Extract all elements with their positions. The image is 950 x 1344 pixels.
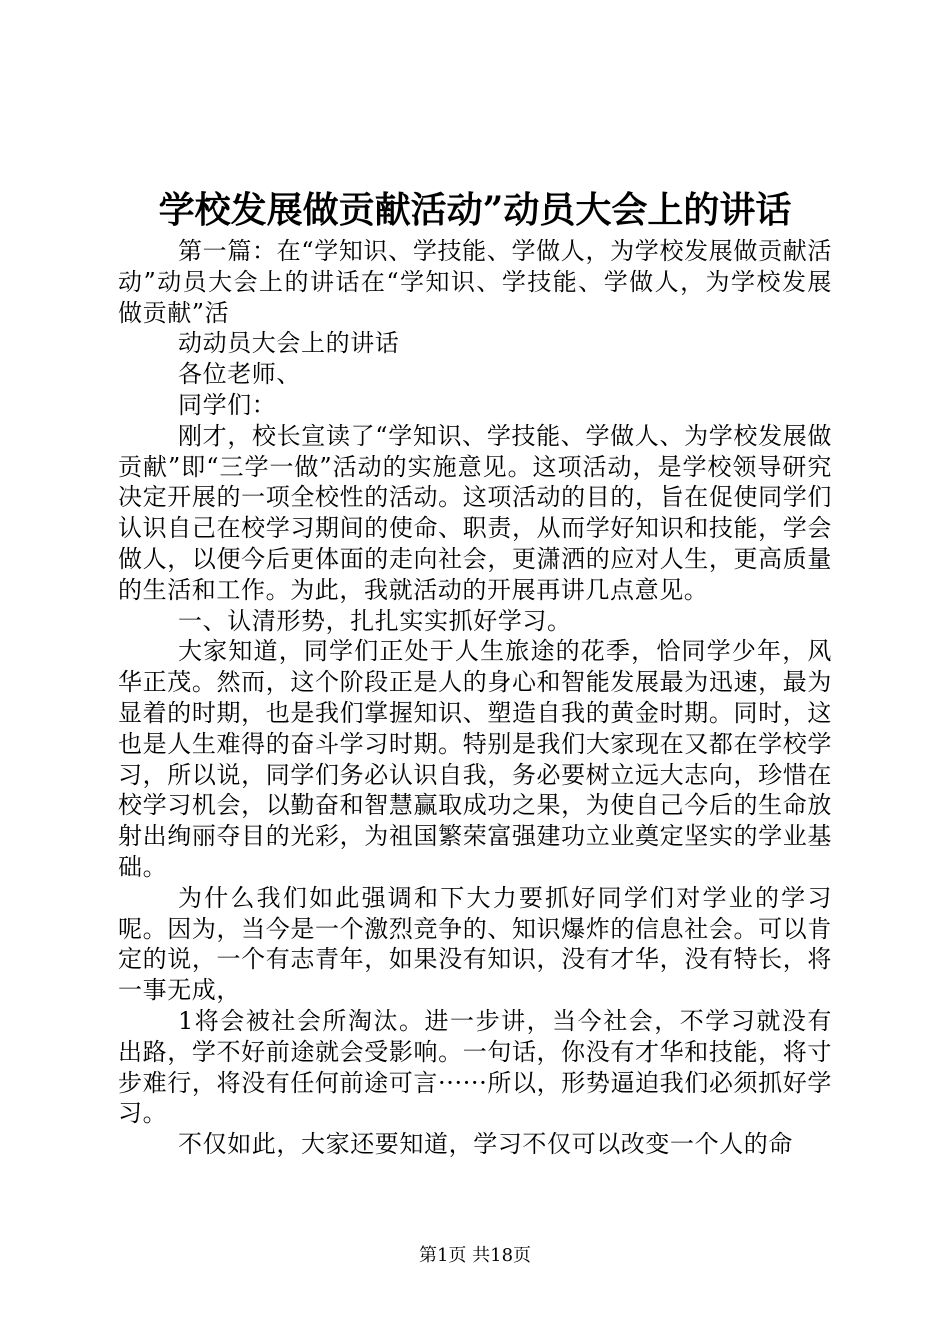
salutation-students: 同学们：: [178, 390, 277, 419]
page-footer: 第1页 共18页: [418, 1245, 532, 1266]
paragraph-intro: 第一篇：在“学知识、学技能、学做人，为学校发展做贡献活动”动员大会上的讲话在“学知识、学技能、学做人，为学校发展做贡献”活: [118, 237, 832, 327]
salutation-teachers: 各位老师、: [178, 360, 301, 389]
section-heading-1: 一、认清形势，扎扎实实抓好学习。: [178, 606, 572, 635]
paragraph-opening: 刚才，校长宣读了“学知识、学技能、学做人、为学校发展做贡献”即“三学一做”活动的实施意见。这项活动，是学校领导研究决定开展的一项全校性的活动。这项活动的目的，旨在促使同学们认识自己在校学习期间的使命、职责，从而学好知识和技能，学会做人，以便今后更体面的走向社会，更潇洒的应对人生，更高质量的生活和工作。为此，我就活动的开展再讲几点意见。: [118, 421, 832, 604]
paragraph-why-study: 为什么我们如此强调和下大力要抓好同学们对学业的学习呢。因为，当今是一个激烈竞争的、知识爆炸的信息社会。可以肯定的说，一个有志青年，如果没有知识，没有才华，没有特长，将一事无成，: [118, 883, 832, 1005]
paragraph-society: 1将会被社会所淘汰。进一步讲，当今社会，不学习就没有出路，学不好前途就会受影响。一句话，你没有才华和技能，将寸步难行，将没有任何前途可言······所以，形势逼迫我们必须抓好学习。: [118, 1006, 832, 1128]
document-body: [118, 236, 832, 1160]
document-title: 学校发展做贡献活动”动员大会上的讲话: [158, 189, 792, 231]
paragraph-continuation: 动动员大会上的讲话: [178, 329, 400, 358]
paragraph-situation: 大家知道，同学们正处于人生旅途的花季，恰同学少年，风华正茂。然而，这个阶段正是人的身心和智能发展最为迅速，最为显着的时期，也是我们掌握知识、塑造自我的黄金时期。同时，这也是人生难得的奋斗学习时期。特别是我们大家现在又都在学校学习，所以说，同学们务必认识自我，务必要树立远大志向，珍惜在校学习机会，以勤奋和智慧赢取成功之果，为使自己今后的生命放射出绚丽夺目的光彩，为祖国繁荣富强建功立业奠定坚实的学业基础。: [118, 637, 832, 881]
paragraph-not-only: 不仅如此，大家还要知道，学习不仅可以改变一个人的命: [178, 1130, 793, 1159]
